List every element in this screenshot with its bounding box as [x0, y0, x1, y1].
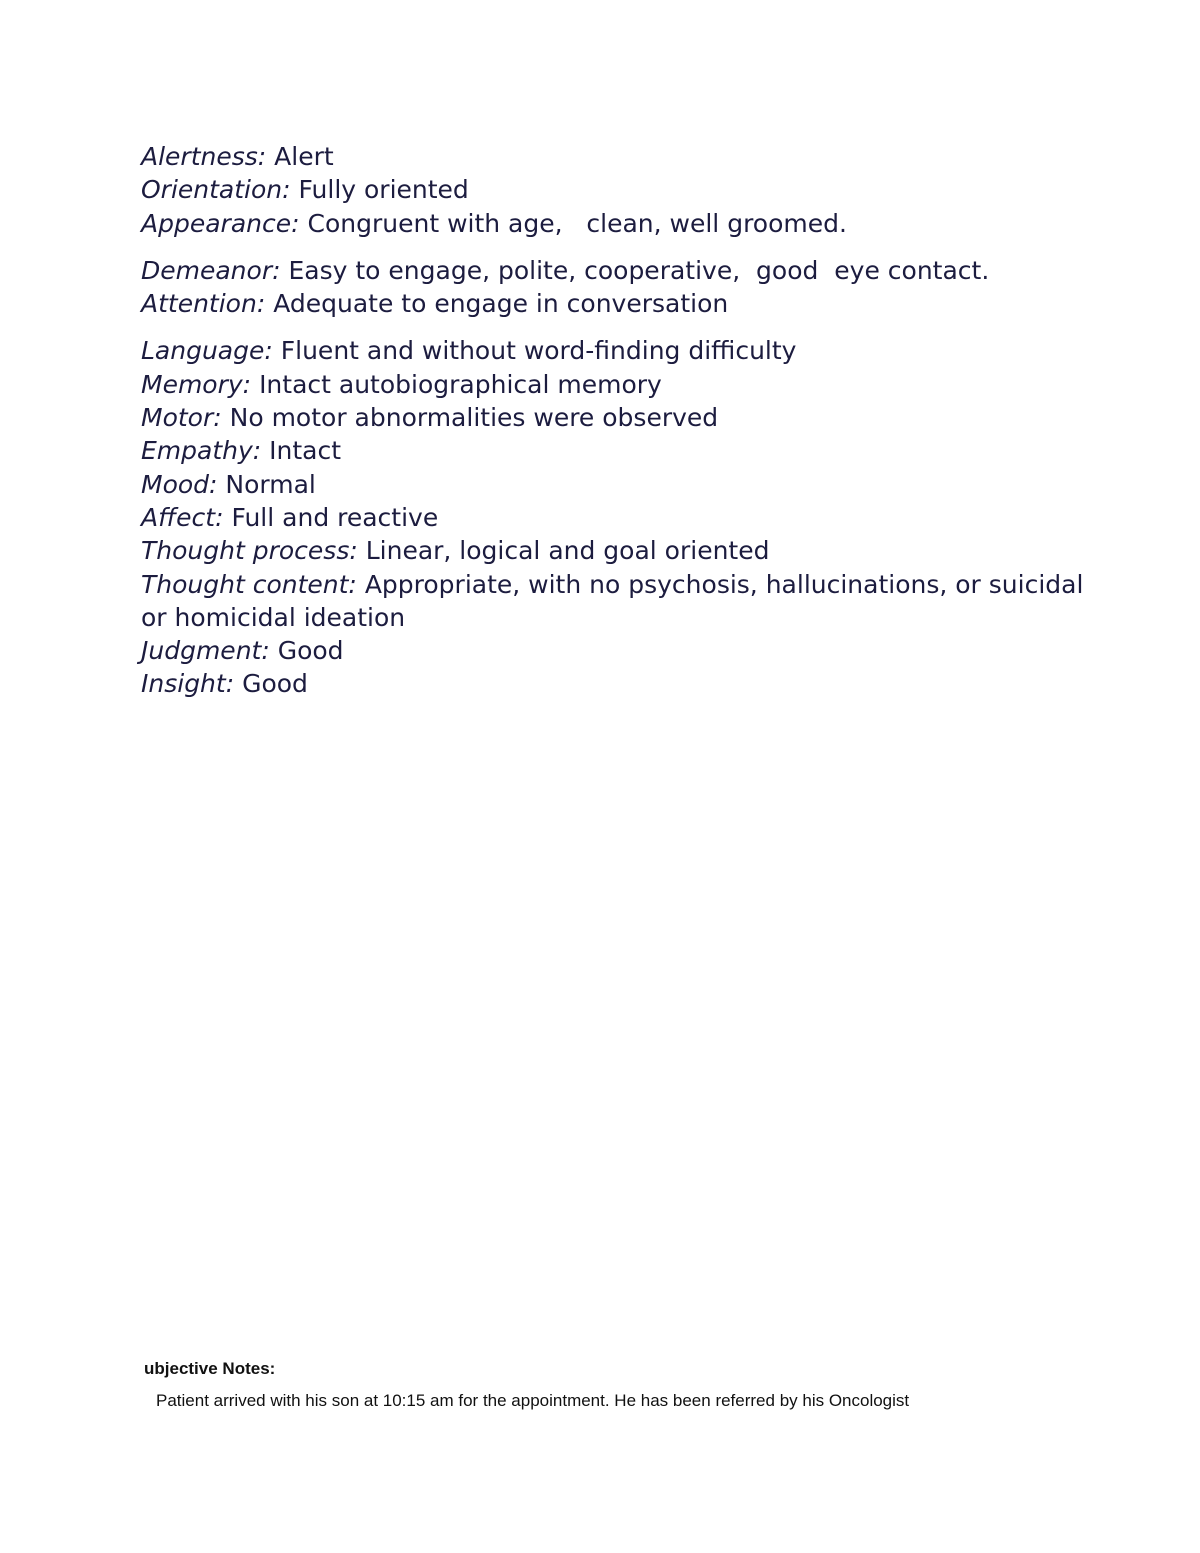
mse-label: Motor:	[141, 403, 222, 433]
mse-line-attention	[141, 287, 1101, 320]
mse-value: Full and reactive	[231, 502, 439, 532]
mse-label: Alertness:	[141, 142, 267, 171]
mse-line-mood	[141, 468, 1101, 501]
mse-label: Attention:	[141, 289, 266, 319]
mse-line-demeanor	[141, 254, 1101, 287]
mse-label: Memory:	[141, 369, 252, 399]
mse-line-thought-content	[141, 568, 1101, 635]
mse-label: Judgment:	[141, 636, 270, 666]
mse-value: Fluent and without word-finding difficulty	[280, 336, 797, 366]
mse-label: Demeanor:	[141, 255, 281, 285]
mse-line-memory	[141, 368, 1101, 401]
mse-label: Thought content:	[141, 569, 357, 599]
mse-value: Intact	[269, 436, 342, 466]
mse-line-motor	[141, 401, 1101, 434]
mse-value: Adequate to engage in conversation	[273, 289, 729, 319]
mse-label: Language:	[141, 336, 273, 366]
mse-label: Empathy:	[141, 436, 262, 466]
mse-label: Mood:	[141, 469, 218, 499]
mse-label: Affect:	[141, 502, 224, 532]
mse-value: Intact autobiographical memory	[259, 369, 662, 399]
mse-value: Linear, logical and goal oriented	[365, 536, 770, 566]
mse-value: Appropriate, with no psychosis, hallucinations, or suicidal or homicidal ideation	[141, 569, 1092, 632]
mse-value: No motor abnormalities were observed	[229, 403, 719, 433]
mse-label: Thought process:	[141, 536, 358, 566]
subjective-notes	[144, 1356, 1104, 1414]
mse-line-orientation	[141, 173, 1101, 206]
mse-value: Congruent with age, clean, well groomed.	[307, 208, 847, 238]
mse-line-insight	[141, 667, 1101, 700]
mse-value: Good	[242, 669, 308, 699]
mse-line-language	[141, 334, 1101, 367]
mse-value: Fully oriented	[298, 175, 469, 205]
mse-value: Easy to engage, polite, cooperative, good eye contact.	[288, 255, 990, 285]
mse-line-appearance	[141, 207, 1101, 240]
mse-label: Orientation:	[141, 175, 291, 205]
mse-line-alertness	[141, 140, 1101, 173]
mental-status-exam	[141, 140, 1101, 701]
mse-value: Alert	[274, 142, 334, 171]
mse-line-thought-process	[141, 534, 1101, 567]
mse-value: Good	[277, 636, 344, 666]
mse-value: Normal	[225, 469, 316, 499]
notes-body: Patient arrived with his son at 10:15 am for the appointment. He has been referred by his Oncologist	[156, 1391, 910, 1410]
mse-line-empathy	[141, 434, 1101, 467]
mse-line-affect	[141, 501, 1101, 534]
mse-label: Appearance:	[141, 208, 300, 238]
notes-heading: ubjective Notes:	[144, 1359, 276, 1378]
mse-line-judgment	[141, 634, 1101, 667]
mse-label: Insight:	[141, 669, 235, 699]
